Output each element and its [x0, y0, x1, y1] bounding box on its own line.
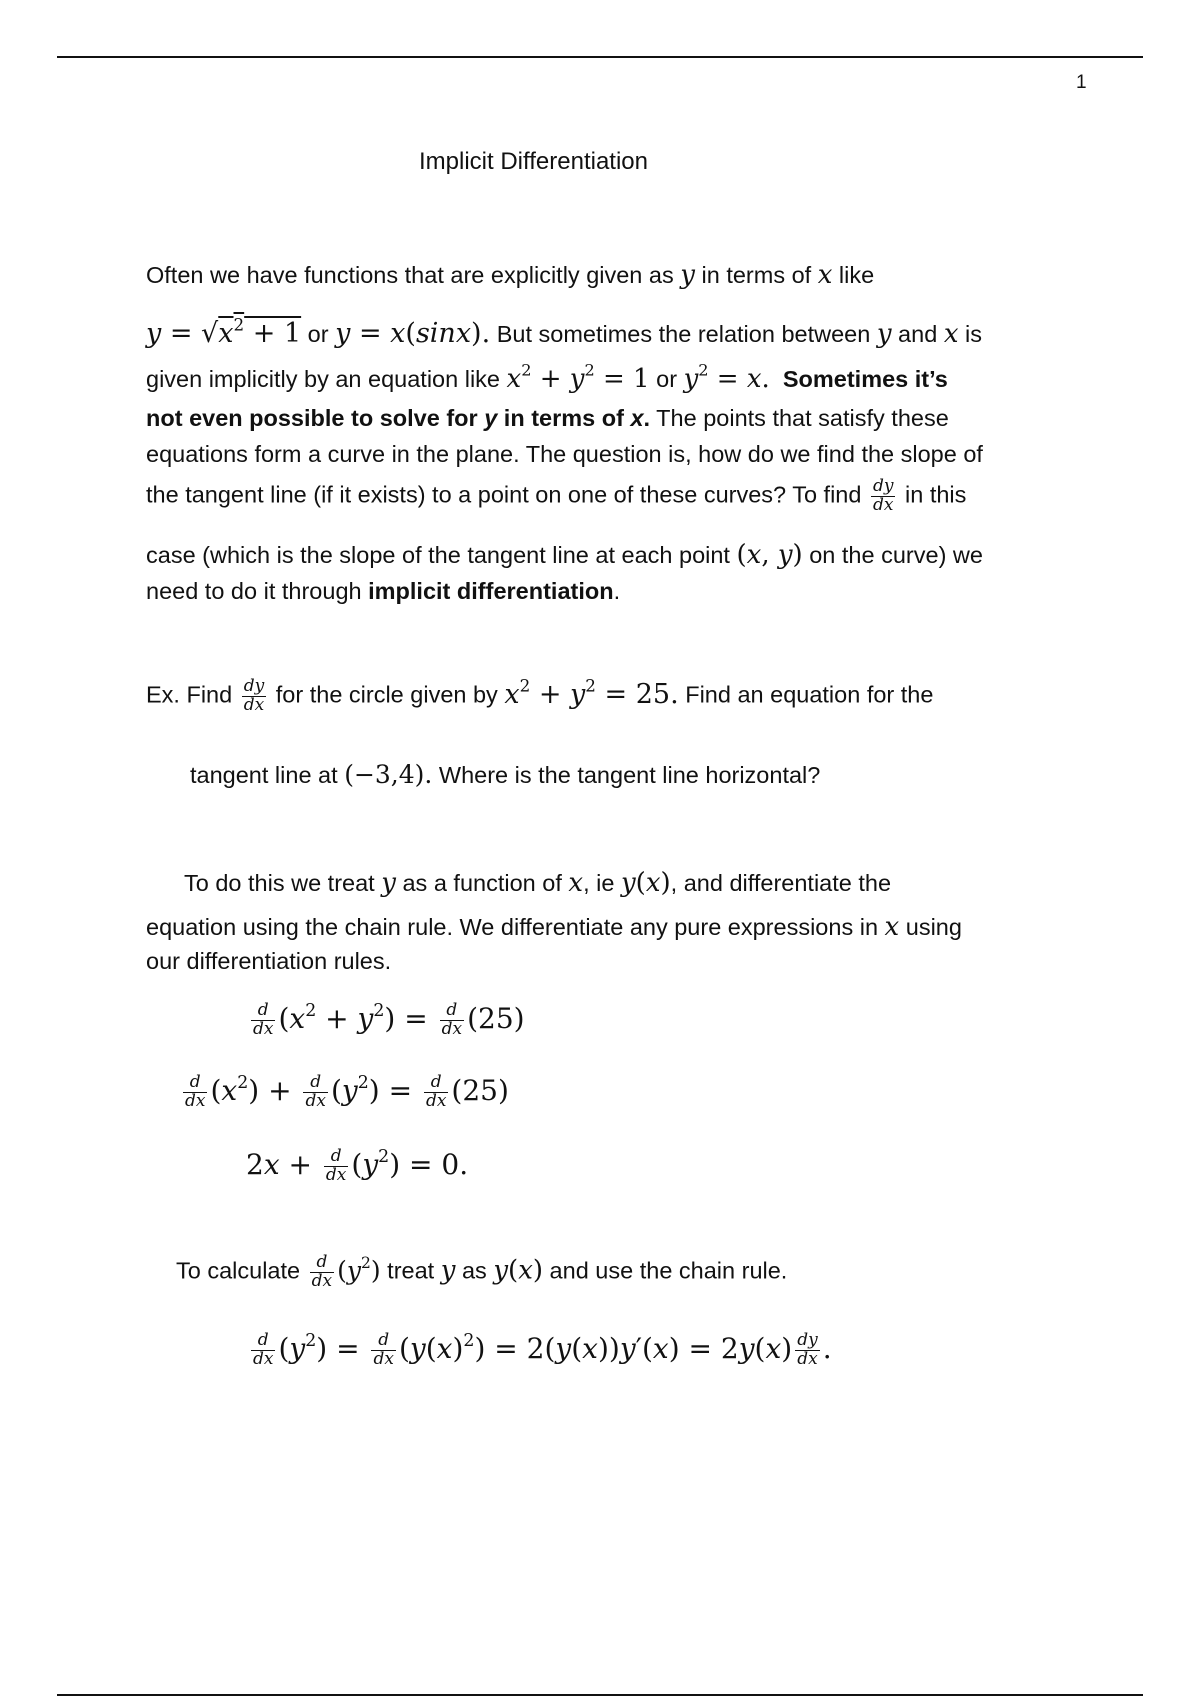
dy-dx-fraction: $\frac{dy}{dx}$ [872, 476, 894, 515]
equation-3: 2x + $\frac{d}{dx}$ $(y^2) = 0$. [246, 1146, 469, 1185]
intro-line-8: need to do it through implicit differentiation. [146, 578, 621, 604]
intro-line-7: case (which is the slope of the tangent line at each point (x, y) on the curve) we [146, 540, 983, 570]
intro-line-5: equations form a curve in the plane. The question is, how do we find the slope of [146, 441, 983, 467]
intro-line-1: Often we have functions that are explicitly given as y in terms of x like [146, 260, 875, 290]
page-number: 1 [1076, 72, 1087, 93]
equation-4: $\frac{d}{dx}$ $(y^2)$ = $\frac{d}{dx}$ $(y(x)^2) = 2(y(x))y'(x) = 2y(x)$ $\frac{dy}{dx}$ . [253, 1330, 832, 1369]
intro-line-4: not even possible to solve for y in terms of x. The points that satisfy these [146, 405, 949, 431]
chain-rule-line: To calculate $\frac{d}{dx}$ $(y^2)$ treat y as y(x) and use the chain rule. [176, 1252, 788, 1291]
intro-line-6: the tangent line (if it exists) to a point on one of these curves? To find $\frac{dy}{dx}$ in this [146, 476, 967, 515]
method-line-1: To do this we treat y as a function of x, ie y(x), and differentiate the [184, 868, 892, 898]
method-line-2: equation using the chain rule. We differentiate any pure expressions in x using [146, 912, 962, 942]
example-line-2: tangent line at (−3,4). Where is the tangent line horizontal? [190, 760, 821, 789]
equation-2: $\frac{d}{dx}$ $(x^2)$ + $\frac{d}{dx}$ $(y^2)$ = $\frac{d}{dx}$ (25) [185, 1072, 509, 1111]
method-line-3: our differentiation rules. [146, 948, 392, 974]
footer-rule [57, 1694, 1143, 1696]
intro-line-2: $y = √x^2 + 1$ or y = x(sinx). But sometimes the relation between y and x is [146, 314, 982, 349]
equation-1: $\frac{d}{dx}$ $(x^2 + y^2)$ = $\frac{d}{dx}$ (25) [253, 1000, 525, 1039]
header-rule [57, 56, 1143, 58]
page-title: Implicit Differentiation [419, 148, 648, 175]
example-line-1: Ex. Find $\frac{dy}{dx}$ for the circle given by $x^2 + y^2 = 25$. Find an equation for the [146, 674, 934, 715]
intro-line-3: given implicitly by an equation like $x^2 + y^2 = 1$ or $y^2 = x$. Sometimes it’s [146, 360, 948, 394]
